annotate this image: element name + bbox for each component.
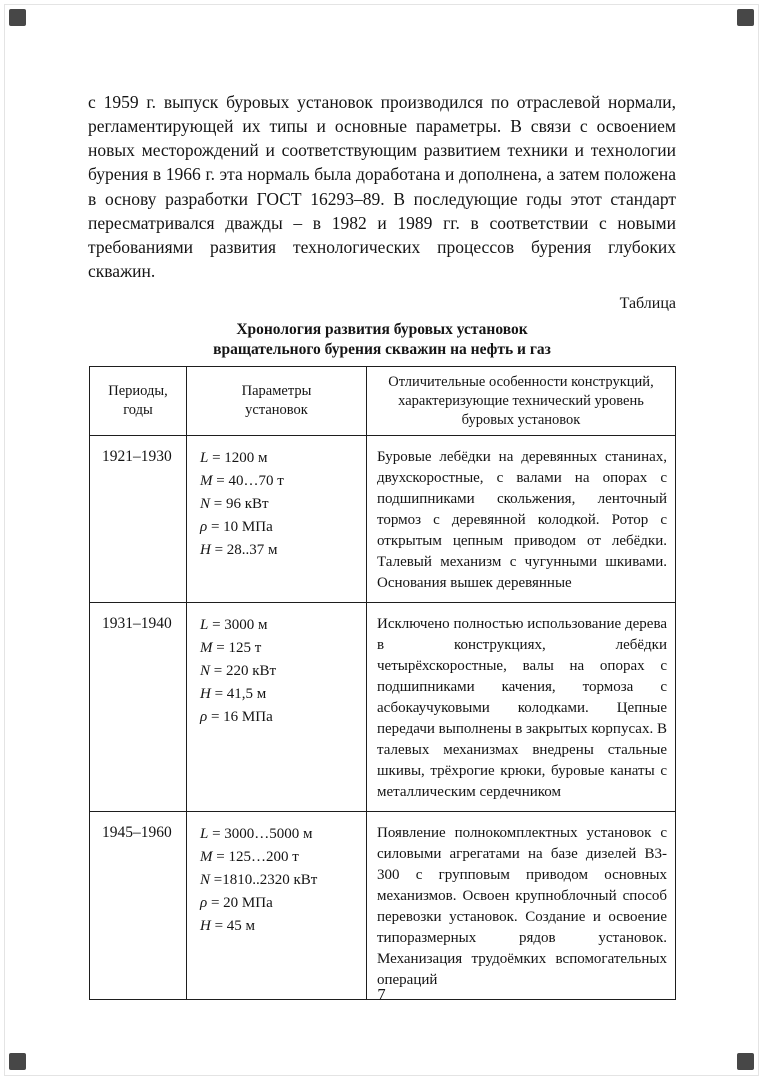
parameter-line: L = 1200 м — [200, 450, 268, 467]
table-header-row — [90, 366, 676, 436]
intro-paragraph: с 1959 г. выпуск буровых установок производился по отраслевой нормали, регламентирующей их типы и основные параметры. В связи с освоением новых месторождений и соответствующим развитием техники и технологии бурения в 1966 г. эта нормаль была доработана и дополнена, а затем положена в основу разработки ГОСТ 16293–89. В последующие годы этот стандарт пересматривался дважды – в 1982 и 1989 гг. в соответствии с новыми требованиями развития технологических процессов бурения глубоких скважин. — [88, 92, 676, 281]
table-row — [90, 812, 676, 1000]
parameter-line: M = 40…70 т — [200, 473, 284, 490]
parameters-cell — [187, 812, 367, 1000]
scan-corner-mark-top-right — [737, 9, 754, 26]
parameter-line: M = 125…200 т — [200, 849, 299, 866]
parameters-cell — [187, 603, 367, 812]
parameter-line: M = 125 т — [200, 640, 262, 657]
scan-corner-mark-bottom-right — [737, 1053, 754, 1070]
table-title-line-2: вращательного бурения скважин на нефть и газ — [213, 340, 551, 358]
parameter-line: ρ = 10 МПа — [200, 518, 273, 535]
features-cell: Буровые лебёдки на деревянных станинах, двухскоростные, с валами на опорах с подшипниками скольжения, ленточный тормоз с деревянной колодкой. Ротор с открытым цепным приводом от лебёдки. Талевый механизм с чугунными шкивами. Основания вышек деревянные — [367, 436, 676, 603]
parameter-line: N =1810..2320 кВт — [200, 872, 318, 888]
parameters-cell — [187, 436, 367, 603]
column-header: Отличительные особенности конструкций, характеризующие технический уровень буровых установок — [367, 366, 676, 436]
table-row — [90, 603, 676, 812]
period-cell: 1945–1960 — [90, 812, 187, 1000]
parameter-line: H = 41,5 м — [200, 685, 267, 702]
parameter-line: N = 96 кВт — [200, 496, 269, 512]
page-number: 7 — [377, 985, 386, 1004]
column-header: Параметры установок — [187, 366, 367, 436]
scan-corner-mark-top-left — [9, 9, 26, 26]
table-title-line-1: Хронология развития буровых установок — [236, 321, 528, 339]
table-label: Таблица — [619, 295, 676, 313]
document-page — [88, 90, 676, 1000]
parameter-line: ρ = 16 МПа — [200, 708, 273, 725]
parameter-line: N = 220 кВт — [200, 663, 277, 679]
period-cell: 1931–1940 — [90, 603, 187, 812]
column-header: Периоды, годы — [90, 366, 187, 436]
period-cell: 1921–1930 — [90, 436, 187, 603]
parameter-line: L = 3000…5000 м — [200, 826, 313, 843]
parameter-line: L = 3000 м — [200, 617, 268, 634]
parameter-line: ρ = 20 МПа — [200, 894, 273, 911]
table-row — [90, 436, 676, 603]
parameter-line: H = 45 м — [200, 917, 256, 934]
scan-corner-mark-bottom-left — [9, 1053, 26, 1070]
history-table — [89, 366, 676, 1001]
features-cell: Появление полнокомплектных установок с силовыми агрегатами на базе дизелей В3-300 с групповым приводом основных механизмов. Освоен крупноблочный способ перевозки установок. Создание и освоение типоразмерных рядов установок. Механизация трудоёмких вспомогательных операций — [367, 812, 676, 1000]
parameter-line: H = 28..37 м — [200, 541, 278, 558]
features-cell: Исключено полностью использование дерева в конструкциях, лебёдки четырёхскоростные, валы на опорах с подшипниками качения, тормоза с асбокаучуковыми колодками. Цепные передачи выполнены в закрытых корпусах. В талевых механизмах внедрены стальные шкивы, трёхрогие крюки, буровые канаты с металлическим сердечником — [367, 603, 676, 812]
table-title — [88, 320, 676, 359]
